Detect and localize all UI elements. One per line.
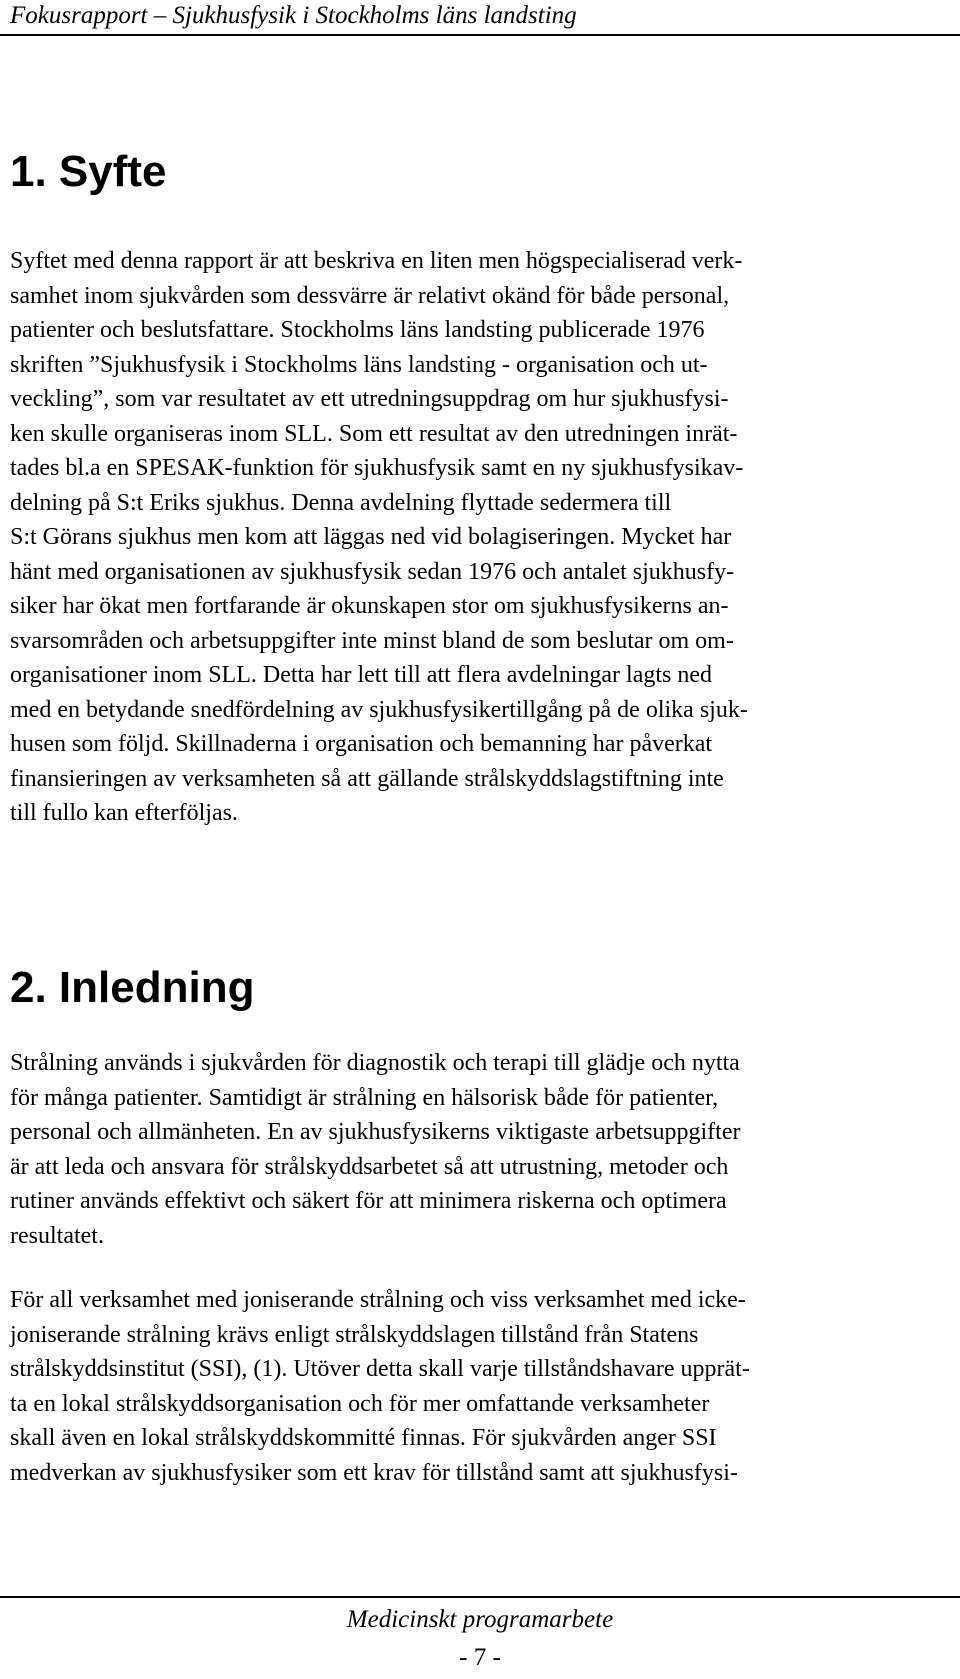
text-line: För all verksamhet med joniserande strålning och viss verksamhet med icke- (10, 1287, 746, 1313)
text-line: hänt med organisationen av sjukhusfysik sedan 1976 och antalet sjukhusfy- (10, 558, 735, 585)
text-line: husen som följd. Skillnaderna i organisation och bemanning har påverkat (10, 731, 713, 757)
text-line: patienter och beslutsfattare. Stockholms läns landsting publicerade 1976 (10, 317, 705, 343)
text-line: till fullo kan efterföljas. (10, 800, 238, 826)
footer-rule (0, 1596, 960, 1598)
text-line: är att leda och ansvara för strålskyddsarbetet så att utrustning, metoder och (10, 1153, 729, 1180)
text-line: skall även en lokal strålskyddskommitté finnas. För sjukvården anger SSI (10, 1425, 717, 1451)
text-line: rutiner används effektivt och säkert för att minimera riskerna och optimera (10, 1188, 727, 1214)
text-line: resultatet. (10, 1222, 104, 1249)
text-line: för många patienter. Samtidigt är strålning en hälsorisk både för patienter, (10, 1084, 719, 1111)
text-line: delning på S:t Eriks sjukhus. Denna avdelning flyttade sedermera till (10, 489, 672, 516)
text-line: svarsområden och arbetsuppgifter inte minst bland de som beslutar om om- (10, 627, 734, 654)
text-line: tades bl.a en SPESAK-funktion för sjukhusfysik samt en ny sjukhusfysikav- (10, 455, 744, 481)
text-line: veckling”, som var resultatet av ett utredningsuppdrag om hur sjukhusfysi- (10, 386, 729, 412)
text-line: personal och allmänheten. En av sjukhusfysikerns viktigaste arbetsuppgifter (10, 1119, 741, 1145)
text-line: samhet inom sjukvården som dessvärre är relativt okänd för både personal, (10, 282, 730, 309)
text-line: siker har ökat men fortfarande är okunskapen stor om sjukhusfysikerns an- (10, 593, 729, 619)
text-line: organisationer inom SLL. Detta har lett till att flera avdelningar lagts ned (10, 662, 713, 688)
text-line: finansieringen av verksamheten så att gällande strålskyddslagstiftning inte (10, 765, 724, 792)
text-line: ken skulle organiseras inom SLL. Som ett resultat av den utredningen inrät- (10, 420, 738, 447)
text-line: strålskyddsinstitut (SSI), (1). Utöver detta skall varje tillståndshavare upprät- (10, 1356, 750, 1382)
paragraph-inledning-2 (10, 1283, 930, 1490)
paragraph-inledning-1 (10, 1046, 930, 1253)
page-number: - 7 - (459, 1644, 501, 1671)
running-footer: Medicinskt programarbete (346, 1606, 614, 1633)
text-line: medverkan av sjukhusfysiker som ett krav för tillstånd samt att sjukhusfysi- (10, 1459, 738, 1486)
section-heading-syfte: 1. Syfte (10, 147, 167, 196)
text-line: ta en lokal strålskyddsorganisation och för mer omfattande verksamheter (10, 1390, 710, 1417)
running-header: Fokusrapport – Sjukhusfysik i Stockholms läns landsting (10, 2, 577, 29)
header-rule (0, 34, 960, 36)
text-line: Syftet med denna rapport är att beskriva en liten men högspecialiserad verk- (10, 248, 743, 274)
text-line: joniserande strålning krävs enligt strålskyddslagen tillstånd från Statens (10, 1321, 699, 1348)
paragraph-syfte (10, 244, 930, 831)
text-line: S:t Görans sjukhus men kom att läggas ned vid bolagiseringen. Mycket har (10, 524, 732, 550)
text-line: med en betydande snedfördelning av sjukhusfysikertillgång på de olika sjuk- (10, 696, 748, 723)
section-heading-inledning: 2. Inledning (10, 963, 255, 1012)
text-line: Strålning används i sjukvården för diagnostik och terapi till glädje och nytta (10, 1050, 740, 1076)
text-line: skriften ”Sjukhusfysik i Stockholms läns landsting - organisation och ut- (10, 351, 708, 378)
